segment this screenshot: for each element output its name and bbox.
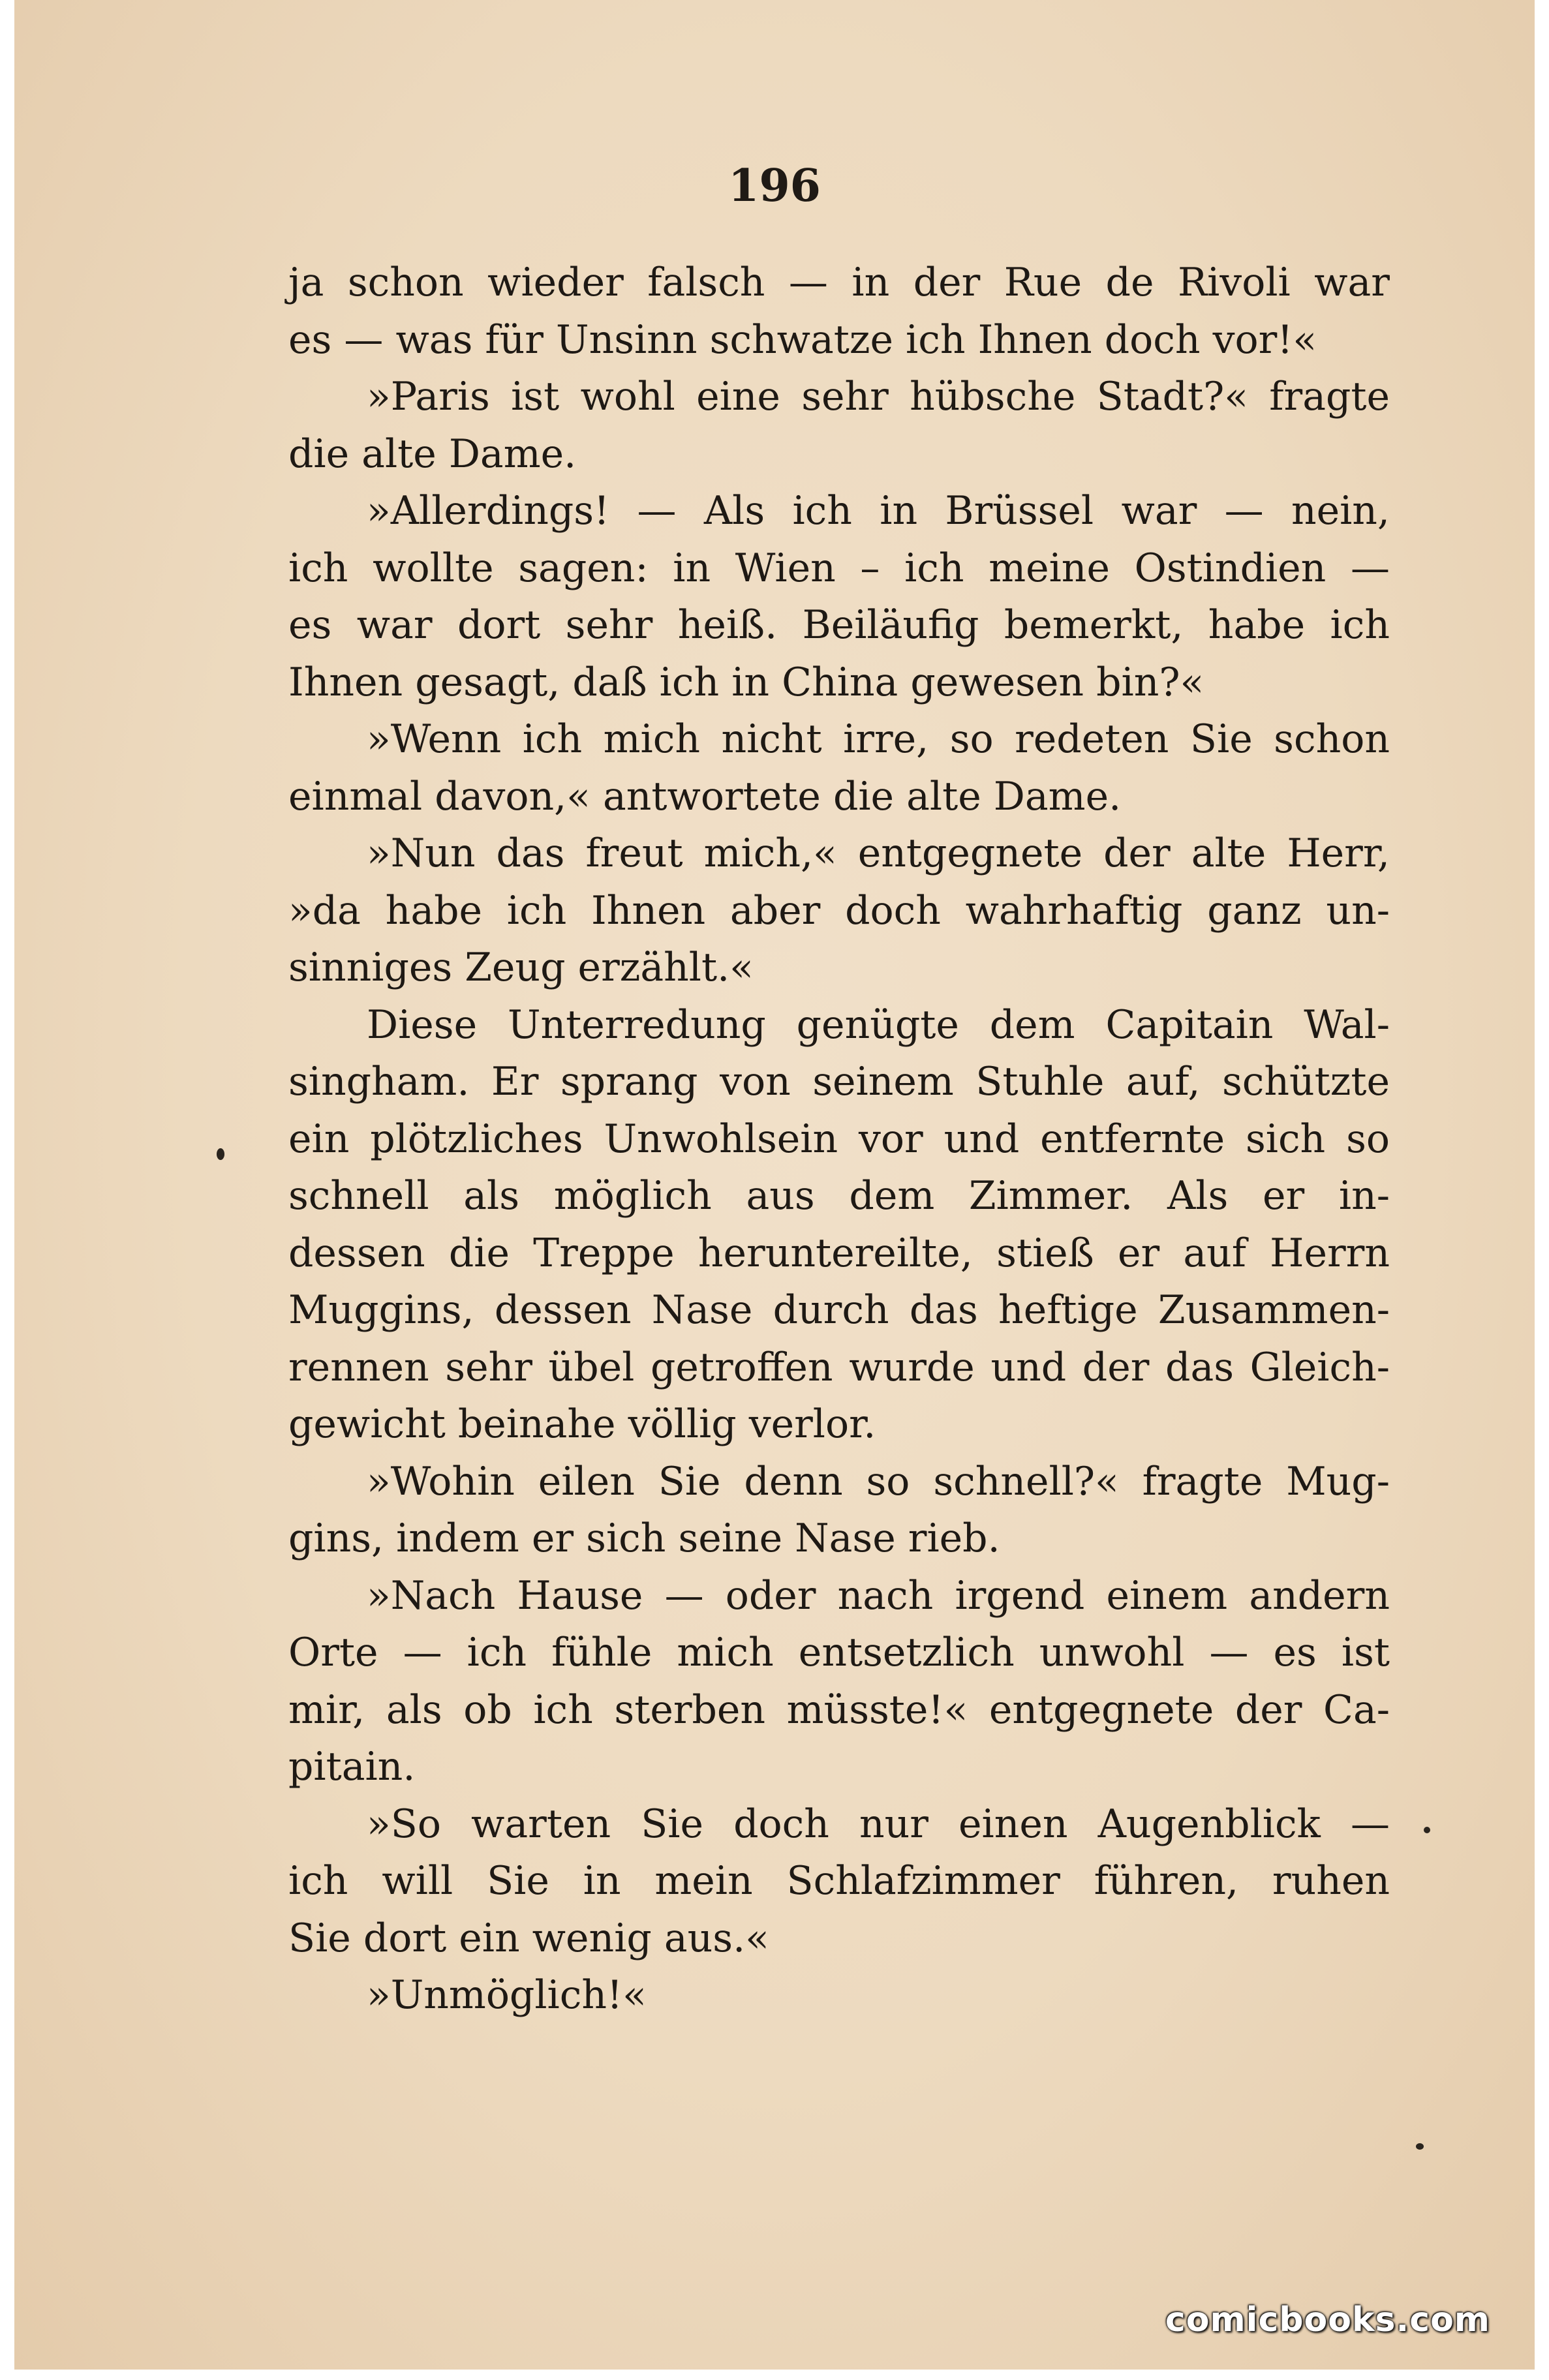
ink-speck	[1416, 2143, 1424, 2150]
text-line: »da habe ich Ihnen aber doch wahrhaftig ganz un-	[288, 887, 1390, 934]
text-line: »Paris ist wohl eine sehr hübsche Stadt?« fragte	[367, 374, 1390, 420]
text-line: einmal davon,« antwortete die alte Dame.	[288, 773, 1122, 819]
text-line: gewicht beinahe völlig verlor.	[288, 1401, 876, 1447]
ink-speck	[217, 1148, 224, 1160]
text-line: Orte — ich fühle mich entsetzlich unwohl — es ist	[288, 1630, 1390, 1675]
text-line: es war dort sehr heiß. Beiläufig bemerkt, habe ich	[288, 602, 1390, 648]
text-line: mir, als ob ich sterben müsste!« entgegnete der Ca-	[288, 1686, 1390, 1733]
text-line: »Allerdings! — Als ich in Brüssel war — nein,	[367, 488, 1390, 534]
text-line: sinniges Zeug erzählt.«	[288, 945, 754, 990]
text-line: »Nun das freut mich,« entgegnete der alte Herr,	[367, 831, 1390, 876]
book-page	[14, 0, 1535, 2370]
body-text	[288, 254, 1390, 2024]
ink-speck	[1424, 1827, 1430, 1833]
page-number: 196	[728, 160, 821, 212]
text-line: es — was für Unsinn schwatze ich Ihnen doch vor!«	[288, 316, 1317, 363]
watermark-logo: comicbooks.com	[1165, 2300, 1490, 2340]
text-line: »So warten Sie doch nur einen Augenblick —	[367, 1801, 1390, 1847]
text-line: »Unmöglich!«	[367, 1972, 647, 2018]
text-line: dessen die Treppe heruntereilte, stieß er auf Herrn	[288, 1230, 1390, 1276]
text-line: »Nach Hause — oder nach irgend einem andern	[367, 1572, 1390, 1619]
text-line: Ihnen gesagt, daß ich in China gewesen bin?«	[288, 659, 1204, 705]
text-line: die alte Dame.	[288, 431, 577, 477]
text-line: ich wollte sagen: in Wien – ich meine Ostindien —	[288, 545, 1390, 591]
text-line: ja schon wieder falsch — in der Rue de Rivoli war	[288, 260, 1390, 305]
text-line: schnell als möglich aus dem Zimmer. Als er in-	[288, 1173, 1390, 1219]
text-line: »Wenn ich mich nicht irre, so redeten Sie schon	[367, 716, 1390, 762]
text-line: Sie dort ein wenig aus.«	[288, 1915, 769, 1961]
text-line: Muggins, dessen Nase durch das heftige Zusammen-	[288, 1287, 1390, 1333]
text-line: pitain.	[288, 1744, 416, 1790]
text-line: singham. Er sprang von seinem Stuhle auf, schützte	[288, 1059, 1390, 1105]
text-line: ich will Sie in mein Schlafzimmer führen, ruhen	[288, 1858, 1390, 1904]
text-line: gins, indem er sich seine Nase rieb.	[288, 1516, 1000, 1561]
text-line: Diese Unterredung genügte dem Capitain Wal-	[367, 1001, 1390, 1048]
text-line: »Wohin eilen Sie denn so schnell?« fragte Mug-	[367, 1458, 1390, 1504]
text-line: ein plötzliches Unwohlsein vor und entfernte sich so	[288, 1116, 1390, 1162]
text-line: rennen sehr übel getroffen wurde und der das Gleich-	[288, 1344, 1390, 1390]
